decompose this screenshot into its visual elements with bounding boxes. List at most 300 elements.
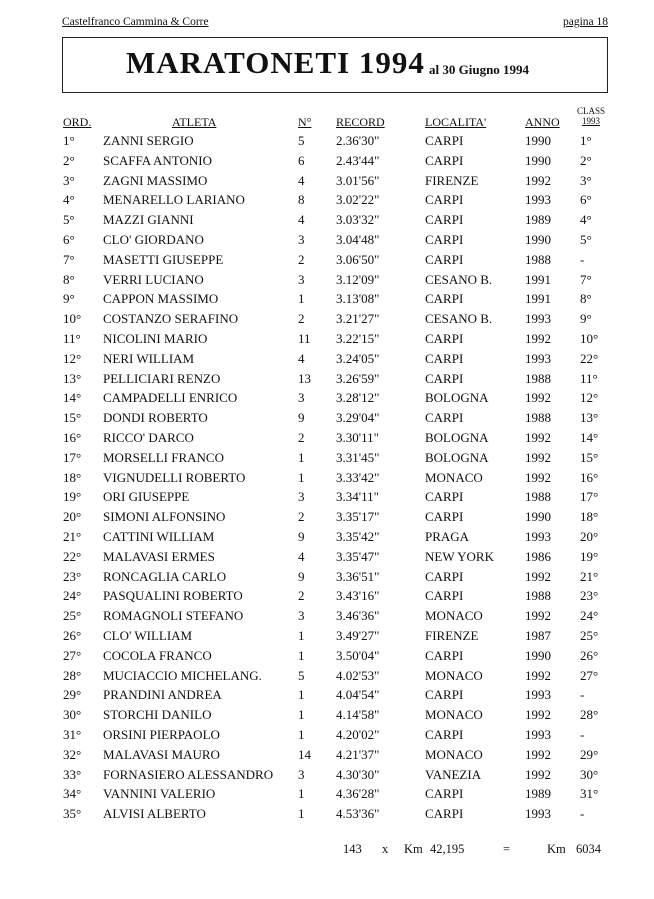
row-number: 9 — [298, 410, 305, 426]
row-record: 2.43'44" — [336, 152, 380, 168]
row-order: 32° — [63, 746, 82, 762]
table-row — [0, 586, 654, 606]
row-athlete: MALAVASI ERMES — [103, 548, 215, 564]
row-athlete: MAZZI GIANNI — [103, 212, 194, 228]
row-location: CARPI — [425, 192, 464, 208]
row-number: 2 — [298, 429, 305, 445]
row-class: 18° — [580, 509, 599, 525]
table-row — [0, 151, 654, 171]
row-athlete: CAPPON MASSIMO — [103, 291, 219, 307]
table-row — [0, 349, 654, 369]
row-order: 1° — [63, 133, 75, 148]
row-location: CARPI — [425, 588, 464, 604]
row-year: 1993 — [525, 806, 551, 822]
row-year: 1993 — [525, 350, 551, 366]
footer-km-label: Km — [404, 842, 423, 856]
row-athlete: MALAVASI MAURO — [103, 746, 220, 762]
row-order: 3° — [63, 172, 75, 188]
row-class: - — [580, 687, 585, 703]
row-athlete: ZAGNI MASSIMO — [103, 172, 208, 188]
row-class: 27° — [580, 667, 599, 683]
row-order: 30° — [63, 707, 82, 723]
row-number: 1 — [298, 786, 305, 802]
row-class: - — [580, 251, 585, 267]
row-number: 9 — [298, 528, 305, 544]
row-location: CARPI — [425, 251, 464, 267]
row-class: 9° — [580, 311, 592, 327]
row-number: 1 — [298, 726, 305, 742]
row-year: 1988 — [525, 410, 551, 426]
row-record: 3.31'45" — [336, 449, 380, 465]
table-row — [0, 705, 654, 725]
row-year: 1989 — [525, 786, 551, 802]
row-record: 3.26'59" — [336, 370, 380, 386]
row-location: CARPI — [425, 212, 464, 228]
row-number: 3 — [298, 489, 305, 505]
row-year: 1992 — [525, 449, 551, 465]
row-order: 34° — [63, 786, 82, 802]
row-record: 3.34'11" — [336, 489, 379, 505]
footer-times: x — [382, 842, 389, 856]
row-location: CARPI — [425, 231, 464, 247]
row-number: 2 — [298, 311, 305, 327]
row-class: 11° — [580, 370, 598, 386]
row-location: NEW YORK — [425, 548, 494, 564]
row-year: 1990 — [525, 509, 551, 525]
row-location: CARPI — [425, 647, 464, 663]
row-athlete: ALVISI ALBERTO — [103, 806, 206, 822]
row-number: 1 — [298, 469, 305, 485]
row-order: 33° — [63, 766, 82, 782]
row-location: CARPI — [425, 806, 464, 822]
row-record: 3.36'51" — [336, 568, 380, 584]
page-number: pagina 18 — [562, 16, 608, 28]
row-location: CARPI — [425, 687, 464, 703]
row-number: 5 — [298, 667, 305, 683]
row-athlete: MORSELLI FRANCO — [103, 449, 224, 465]
row-location: MONACO — [425, 608, 483, 624]
row-year: 1993 — [525, 311, 551, 327]
table-row — [0, 388, 654, 408]
row-number: 2 — [298, 588, 305, 604]
row-class: 19° — [580, 548, 599, 564]
row-year: 1992 — [525, 429, 551, 445]
row-number: 1 — [298, 707, 305, 723]
row-year: 1992 — [525, 707, 551, 723]
row-record: 3.30'11" — [336, 429, 379, 445]
row-location: MONACO — [425, 707, 483, 723]
row-year: 1989 — [525, 212, 551, 228]
column-header-athlete: ATLETA — [172, 115, 217, 129]
row-order: 23° — [63, 568, 82, 584]
row-number: 13 — [298, 370, 311, 386]
row-class: 5° — [580, 231, 592, 247]
table-row — [0, 289, 654, 309]
column-header-year: ANNO — [525, 115, 560, 129]
row-location: MONACO — [425, 469, 483, 485]
row-order: 26° — [63, 627, 82, 643]
row-order: 20° — [63, 509, 82, 525]
row-class: 26° — [580, 647, 599, 663]
row-number: 3 — [298, 766, 305, 782]
row-athlete: PELLICIARI RENZO — [103, 370, 221, 386]
row-record: 3.13'08" — [336, 291, 380, 307]
column-header-class — [573, 106, 609, 126]
row-number: 4 — [298, 172, 305, 188]
row-athlete: CATTINI WILLIAM — [103, 528, 215, 544]
row-record: 3.35'47" — [336, 548, 380, 564]
row-athlete: COCOLA FRANCO — [103, 647, 212, 663]
row-year: 1993 — [525, 192, 551, 208]
row-order: 2° — [63, 152, 75, 168]
table-row — [0, 666, 654, 686]
row-record: 4.53'36" — [336, 806, 380, 822]
row-record: 3.49'27" — [336, 627, 380, 643]
row-order: 28° — [63, 667, 82, 683]
row-class: - — [580, 806, 585, 822]
column-header-ord: ORD. — [63, 115, 92, 129]
table-row — [0, 468, 654, 488]
row-number: 3 — [298, 608, 305, 624]
row-number: 3 — [298, 390, 305, 406]
row-class: 29° — [580, 746, 599, 762]
table-row — [0, 567, 654, 587]
row-order: 17° — [63, 449, 82, 465]
table-row — [0, 804, 654, 824]
table-row — [0, 626, 654, 646]
table-row — [0, 171, 654, 191]
row-location: VANEZIA — [425, 766, 482, 782]
row-athlete: VIGNUDELLI ROBERTO — [103, 469, 246, 485]
row-athlete: CAMPADELLI ENRICO — [103, 390, 238, 406]
row-class: 31° — [580, 786, 599, 802]
table-row — [0, 487, 654, 507]
row-location: CARPI — [425, 509, 464, 525]
row-order: 15° — [63, 410, 82, 426]
row-athlete: RICCO' DARCO — [103, 429, 194, 445]
row-class: - — [580, 726, 585, 742]
table-row — [0, 131, 654, 151]
footer-count: 143 — [343, 842, 362, 856]
row-record: 3.03'32" — [336, 212, 380, 228]
row-order: 9° — [63, 291, 75, 307]
row-location: MONACO — [425, 746, 483, 762]
row-number: 1 — [298, 449, 305, 465]
table-row — [0, 685, 654, 705]
row-year: 1990 — [525, 647, 551, 663]
row-year: 1993 — [525, 528, 551, 544]
row-order: 11° — [63, 330, 81, 346]
table-row — [0, 527, 654, 547]
row-year: 1992 — [525, 608, 551, 624]
row-class: 10° — [580, 330, 599, 346]
table-row — [0, 725, 654, 745]
row-class: 24° — [580, 608, 599, 624]
row-year: 1990 — [525, 133, 551, 148]
table-row — [0, 210, 654, 230]
row-order: 21° — [63, 528, 82, 544]
row-order: 29° — [63, 687, 82, 703]
results-table — [0, 131, 654, 824]
row-year: 1991 — [525, 271, 551, 287]
row-record: 3.21'27" — [336, 311, 380, 327]
row-number: 1 — [298, 627, 305, 643]
row-record: 3.33'42" — [336, 469, 380, 485]
page-subtitle: al 30 Giugno 1994 — [429, 62, 530, 77]
row-year: 1993 — [525, 687, 551, 703]
row-number: 2 — [298, 251, 305, 267]
row-location: PRAGA — [425, 528, 470, 544]
row-number: 1 — [298, 291, 305, 307]
row-record: 4.14'58" — [336, 707, 380, 723]
row-location: BOLOGNA — [425, 449, 489, 465]
row-class: 7° — [580, 271, 592, 287]
row-class: 30° — [580, 766, 599, 782]
row-athlete: ZANNI SERGIO — [103, 133, 194, 148]
row-athlete: PRANDINI ANDREA — [103, 687, 222, 703]
row-year: 1990 — [525, 152, 551, 168]
row-number: 4 — [298, 350, 305, 366]
row-location: CESANO B. — [425, 271, 493, 287]
page-title: MARATONETI 1994 — [126, 45, 425, 80]
row-class: 17° — [580, 489, 599, 505]
table-row — [0, 230, 654, 250]
row-number: 5 — [298, 133, 305, 148]
footer-km-value: 42,195 — [430, 842, 465, 856]
row-year: 1991 — [525, 291, 551, 307]
row-order: 12° — [63, 350, 82, 366]
row-athlete: STORCHI DANILO — [103, 707, 212, 723]
row-class: 28° — [580, 707, 599, 723]
row-record: 4.02'53" — [336, 667, 380, 683]
column-header-number: N° — [298, 115, 312, 129]
row-record: 3.12'09" — [336, 271, 380, 287]
table-row — [0, 507, 654, 527]
row-record: 4.30'30" — [336, 766, 380, 782]
row-class: 8° — [580, 291, 592, 307]
row-record: 4.04'54" — [336, 687, 380, 703]
table-row — [0, 250, 654, 270]
row-location: CESANO B. — [425, 311, 493, 327]
row-order: 25° — [63, 608, 82, 624]
row-athlete: NERI WILLIAM — [103, 350, 195, 366]
table-row — [0, 329, 654, 349]
table-row — [0, 448, 654, 468]
row-year: 1988 — [525, 370, 551, 386]
row-location: CARPI — [425, 410, 464, 426]
row-order: 10° — [63, 311, 82, 327]
table-row — [0, 369, 654, 389]
row-class: 12° — [580, 390, 599, 406]
table-row — [0, 547, 654, 567]
table-row — [0, 784, 654, 804]
row-order: 4° — [63, 192, 75, 208]
row-location: CARPI — [425, 370, 464, 386]
row-record: 4.21'37" — [336, 746, 380, 762]
row-year: 1987 — [525, 627, 551, 643]
title-box — [62, 37, 608, 93]
row-class: 4° — [580, 212, 592, 228]
row-number: 3 — [298, 231, 305, 247]
row-class: 23° — [580, 588, 599, 604]
row-class: 25° — [580, 627, 599, 643]
row-athlete: ORI GIUSEPPE — [103, 489, 190, 505]
row-athlete: RONCAGLIA CARLO — [103, 568, 227, 584]
row-class: 16° — [580, 469, 599, 485]
row-number: 1 — [298, 647, 305, 663]
row-number: 11 — [298, 330, 311, 346]
row-number: 3 — [298, 271, 305, 287]
row-class: 22° — [580, 350, 599, 366]
row-athlete: DONDI ROBERTO — [103, 410, 208, 426]
row-record: 4.20'02" — [336, 726, 380, 742]
row-record: 3.02'22" — [336, 192, 380, 208]
row-class: 21° — [580, 568, 599, 584]
row-year: 1990 — [525, 231, 551, 247]
row-number: 8 — [298, 192, 305, 208]
row-athlete: COSTANZO SERAFINO — [103, 311, 239, 327]
row-athlete: ORSINI PIERPAOLO — [103, 726, 220, 742]
row-location: CARPI — [425, 568, 464, 584]
row-year: 1992 — [525, 469, 551, 485]
row-record: 3.46'36" — [336, 608, 380, 624]
row-class: 14° — [580, 429, 599, 445]
row-athlete: ROMAGNOLI STEFANO — [103, 608, 244, 624]
footer-total-value: 6034 — [576, 842, 601, 856]
row-athlete: MUCIACCIO MICHELANG. — [103, 667, 262, 683]
row-class: 3° — [580, 172, 592, 188]
row-location: CARPI — [425, 291, 464, 307]
page-header — [62, 15, 608, 29]
column-header-record: RECORD — [336, 115, 385, 129]
row-year: 1988 — [525, 251, 551, 267]
row-number: 6 — [298, 152, 305, 168]
row-year: 1988 — [525, 489, 551, 505]
row-record: 3.01'56" — [336, 172, 380, 188]
row-class: 1° — [580, 133, 592, 148]
row-location: BOLOGNA — [425, 390, 489, 406]
row-class: 6° — [580, 192, 592, 208]
row-year: 1992 — [525, 667, 551, 683]
table-row — [0, 765, 654, 785]
row-number: 4 — [298, 548, 305, 564]
row-number: 9 — [298, 568, 305, 584]
row-record: 3.22'15" — [336, 330, 380, 346]
table-row — [0, 428, 654, 448]
row-order: 16° — [63, 429, 82, 445]
row-location: CARPI — [425, 152, 464, 168]
row-order: 35° — [63, 806, 82, 822]
row-number: 2 — [298, 509, 305, 525]
row-record: 3.35'17" — [336, 509, 380, 525]
column-header-location: LOCALITA' — [425, 115, 487, 129]
row-location: MONACO — [425, 667, 483, 683]
column-header-class-label: CLASS — [576, 106, 605, 116]
row-location: FIRENZE — [425, 627, 479, 643]
row-order: 18° — [63, 469, 82, 485]
row-number: 14 — [298, 746, 311, 762]
row-record: 3.29'04" — [336, 410, 380, 426]
table-row — [0, 408, 654, 428]
row-record: 2.36'30" — [336, 133, 380, 148]
row-order: 19° — [63, 489, 82, 505]
row-year: 1986 — [525, 548, 551, 564]
table-row — [0, 745, 654, 765]
row-order: 22° — [63, 548, 82, 564]
row-athlete: SIMONI ALFONSINO — [103, 509, 226, 525]
row-order: 14° — [63, 390, 82, 406]
row-athlete: VERRI LUCIANO — [103, 271, 204, 287]
row-location: CARPI — [425, 350, 464, 366]
footer-total-label: Km — [547, 842, 566, 856]
row-year: 1988 — [525, 588, 551, 604]
row-location: CARPI — [425, 786, 464, 802]
row-order: 24° — [63, 588, 82, 604]
row-year: 1992 — [525, 568, 551, 584]
row-record: 3.50'04" — [336, 647, 380, 663]
row-order: 13° — [63, 370, 82, 386]
row-order: 27° — [63, 647, 82, 663]
row-record: 3.28'12" — [336, 390, 380, 406]
row-location: BOLOGNA — [425, 429, 489, 445]
row-class: 13° — [580, 410, 599, 426]
row-athlete: FORNASIERO ALESSANDRO — [103, 766, 274, 782]
table-row — [0, 309, 654, 329]
row-record: 3.24'05" — [336, 350, 380, 366]
row-location: CARPI — [425, 133, 464, 148]
club-name: Castelfranco Cammina & Corre — [62, 16, 209, 28]
table-row — [0, 646, 654, 666]
row-location: CARPI — [425, 726, 464, 742]
row-athlete: MASETTI GIUSEPPE — [103, 251, 224, 267]
row-athlete: PASQUALINI ROBERTO — [103, 588, 243, 604]
row-class: 2° — [580, 152, 592, 168]
row-record: 3.06'50" — [336, 251, 380, 267]
row-year: 1993 — [525, 726, 551, 742]
row-year: 1992 — [525, 766, 551, 782]
row-record: 3.43'16" — [336, 588, 380, 604]
row-year: 1992 — [525, 330, 551, 346]
row-number: 1 — [298, 687, 305, 703]
row-location: CARPI — [425, 330, 464, 346]
row-record: 3.04'48" — [336, 231, 380, 247]
row-year: 1992 — [525, 172, 551, 188]
table-row — [0, 606, 654, 626]
column-header-class-year: 1993 — [582, 116, 600, 126]
row-order: 6° — [63, 231, 75, 247]
footer-equals: = — [503, 842, 511, 856]
row-record: 3.35'42" — [336, 528, 380, 544]
row-year: 1992 — [525, 746, 551, 762]
row-number: 1 — [298, 806, 305, 822]
table-row — [0, 270, 654, 290]
row-location: CARPI — [425, 489, 464, 505]
row-athlete: CLO' GIORDANO — [103, 231, 204, 247]
row-class: 15° — [580, 449, 599, 465]
row-record: 4.36'28" — [336, 786, 380, 802]
row-athlete: SCAFFA ANTONIO — [103, 152, 212, 168]
row-order: 5° — [63, 212, 75, 228]
row-order: 8° — [63, 271, 75, 287]
row-athlete: CLO' WILLIAM — [103, 627, 193, 643]
row-class: 20° — [580, 528, 599, 544]
row-athlete: NICOLINI MARIO — [103, 330, 208, 346]
row-athlete: VANNINI VALERIO — [103, 786, 216, 802]
row-order: 31° — [63, 726, 82, 742]
table-row — [0, 190, 654, 210]
row-number: 4 — [298, 212, 305, 228]
row-order: 7° — [63, 251, 75, 267]
